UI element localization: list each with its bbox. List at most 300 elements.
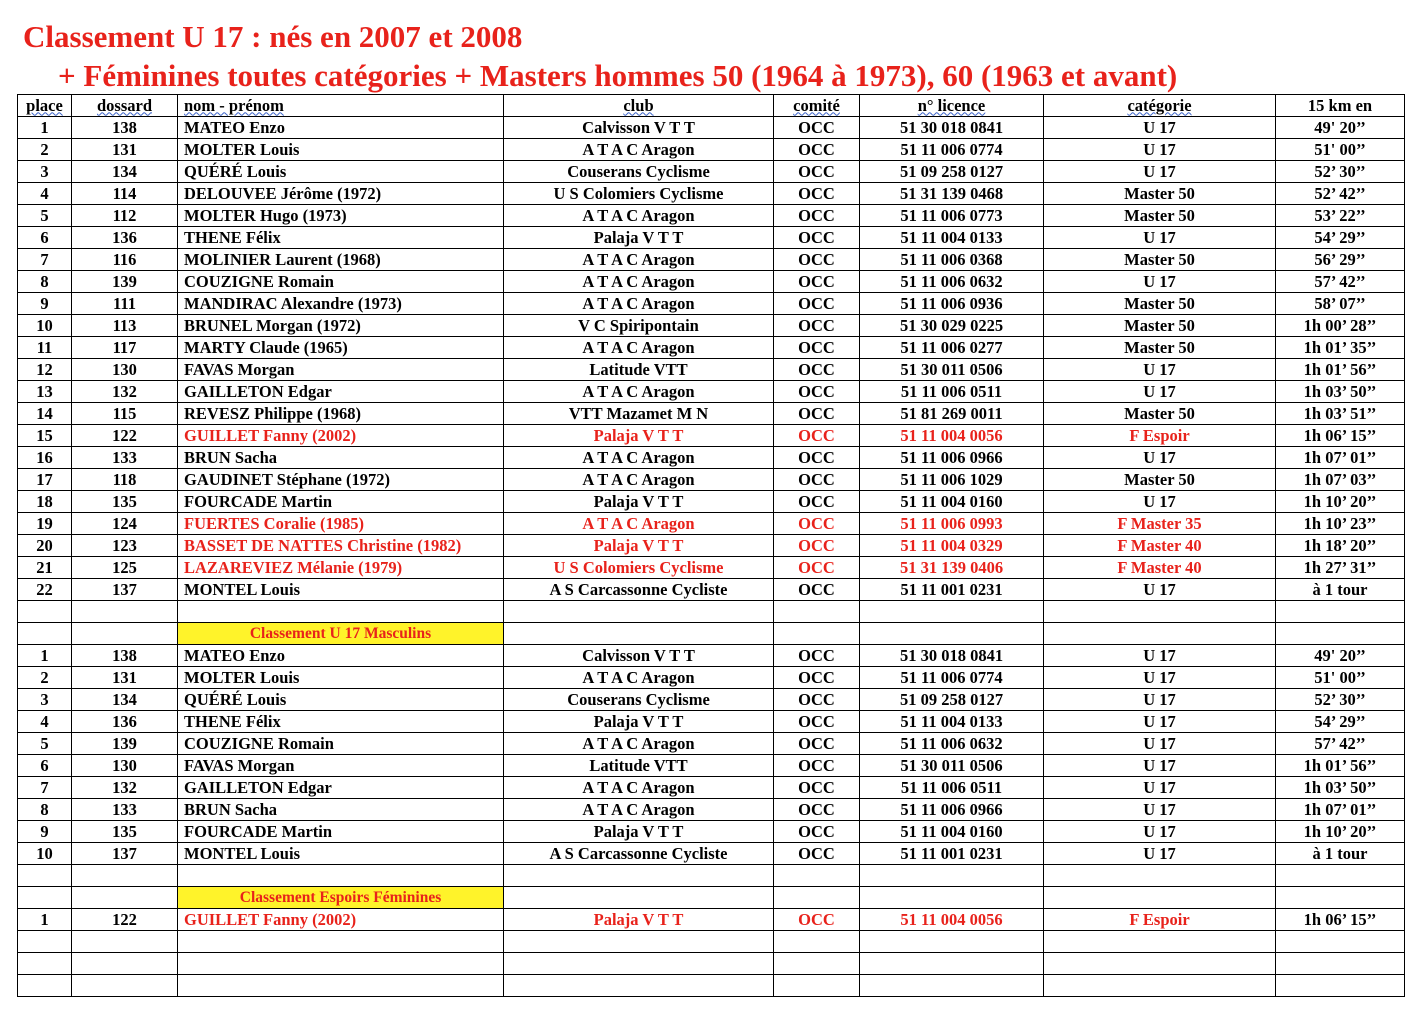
empty-cell xyxy=(504,865,774,887)
header-categorie: catégorie xyxy=(1044,95,1276,117)
place-cell: 2 xyxy=(18,667,72,689)
club-cell: Calvisson V T T xyxy=(504,645,774,667)
empty-cell xyxy=(860,953,1044,975)
table-row xyxy=(18,755,1405,777)
comite-cell: OCC xyxy=(774,469,860,491)
club-cell: A S Carcassonne Cycliste xyxy=(504,843,774,865)
comite-cell: OCC xyxy=(774,403,860,425)
club-cell: A T A C Aragon xyxy=(504,139,774,161)
table-row xyxy=(18,381,1405,403)
empty-cell xyxy=(1044,975,1276,997)
licence-cell: 51 81 269 0011 xyxy=(860,403,1044,425)
table-row xyxy=(18,711,1405,733)
comite-cell: OCC xyxy=(774,909,860,931)
empty-cell xyxy=(72,931,178,953)
time-cell: 1h 07’ 01’’ xyxy=(1276,799,1405,821)
table-row xyxy=(18,183,1405,205)
dossard-cell: 130 xyxy=(72,755,178,777)
empty-cell xyxy=(1044,887,1276,909)
empty-row xyxy=(18,601,1405,623)
header-name: nom - prénom xyxy=(178,95,504,117)
name-cell: QUÉRÉ Louis xyxy=(178,689,504,711)
comite-cell: OCC xyxy=(774,117,860,139)
place-cell: 16 xyxy=(18,447,72,469)
category-cell: Master 50 xyxy=(1044,183,1276,205)
licence-cell: 51 11 006 0511 xyxy=(860,381,1044,403)
comite-cell: OCC xyxy=(774,271,860,293)
dossard-cell: 134 xyxy=(72,161,178,183)
empty-row xyxy=(18,953,1405,975)
time-cell: 54’ 29’’ xyxy=(1276,227,1405,249)
table-row xyxy=(18,821,1405,843)
name-cell: FOURCADE Martin xyxy=(178,821,504,843)
comite-cell: OCC xyxy=(774,249,860,271)
comite-cell: OCC xyxy=(774,513,860,535)
category-cell: F Espoir xyxy=(1044,909,1276,931)
empty-cell xyxy=(1044,601,1276,623)
comite-cell: OCC xyxy=(774,139,860,161)
club-cell: A T A C Aragon xyxy=(504,205,774,227)
category-cell: Master 50 xyxy=(1044,249,1276,271)
name-cell: GUILLET Fanny (2002) xyxy=(178,909,504,931)
dossard-cell: 122 xyxy=(72,425,178,447)
category-cell: Master 50 xyxy=(1044,293,1276,315)
time-cell: 54’ 29’’ xyxy=(1276,711,1405,733)
dossard-cell: 115 xyxy=(72,403,178,425)
empty-cell xyxy=(1044,931,1276,953)
category-cell: U 17 xyxy=(1044,821,1276,843)
empty-cell xyxy=(18,953,72,975)
table-row xyxy=(18,667,1405,689)
name-cell: GAILLETON Edgar xyxy=(178,777,504,799)
empty-cell xyxy=(860,931,1044,953)
name-cell: MONTEL Louis xyxy=(178,843,504,865)
empty-cell xyxy=(504,953,774,975)
empty-cell xyxy=(72,601,178,623)
licence-cell: 51 11 006 0632 xyxy=(860,271,1044,293)
licence-cell: 51 11 006 0993 xyxy=(860,513,1044,535)
category-cell: U 17 xyxy=(1044,645,1276,667)
header-comite: comité xyxy=(774,95,860,117)
time-cell: 56’ 29’’ xyxy=(1276,249,1405,271)
name-cell: COUZIGNE Romain xyxy=(178,271,504,293)
club-cell: Palaja V T T xyxy=(504,227,774,249)
dossard-cell: 118 xyxy=(72,469,178,491)
comite-cell: OCC xyxy=(774,381,860,403)
name-cell: THENE Félix xyxy=(178,711,504,733)
time-cell: 1h 01’ 35’’ xyxy=(1276,337,1405,359)
empty-cell xyxy=(860,975,1044,997)
empty-cell xyxy=(18,975,72,997)
empty-cell xyxy=(72,623,178,645)
licence-cell: 51 11 004 0056 xyxy=(860,425,1044,447)
empty-cell xyxy=(1276,601,1405,623)
licence-cell: 51 11 006 0966 xyxy=(860,447,1044,469)
header-time: 15 km en xyxy=(1276,95,1405,117)
club-cell: VTT Mazamet M N xyxy=(504,403,774,425)
table-row xyxy=(18,689,1405,711)
club-cell: A T A C Aragon xyxy=(504,469,774,491)
empty-cell xyxy=(860,623,1044,645)
club-cell: A S Carcassonne Cycliste xyxy=(504,579,774,601)
comite-cell: OCC xyxy=(774,579,860,601)
results-body xyxy=(18,117,1405,997)
empty-cell xyxy=(18,887,72,909)
empty-row xyxy=(18,865,1405,887)
name-cell: REVESZ Philippe (1968) xyxy=(178,403,504,425)
category-cell: F Espoir xyxy=(1044,425,1276,447)
licence-cell: 51 30 011 0506 xyxy=(860,755,1044,777)
results-table xyxy=(17,94,1405,997)
club-cell: Palaja V T T xyxy=(504,909,774,931)
licence-cell: 51 11 006 0773 xyxy=(860,205,1044,227)
header-row xyxy=(18,95,1405,117)
name-cell: BRUN Sacha xyxy=(178,799,504,821)
place-cell: 3 xyxy=(18,161,72,183)
dossard-cell: 137 xyxy=(72,843,178,865)
place-cell: 4 xyxy=(18,711,72,733)
table-row xyxy=(18,337,1405,359)
name-cell: GAILLETON Edgar xyxy=(178,381,504,403)
table-row xyxy=(18,447,1405,469)
place-cell: 12 xyxy=(18,359,72,381)
comite-cell: OCC xyxy=(774,491,860,513)
club-cell: A T A C Aragon xyxy=(504,337,774,359)
empty-cell xyxy=(774,887,860,909)
category-cell: U 17 xyxy=(1044,667,1276,689)
dossard-cell: 131 xyxy=(72,667,178,689)
licence-cell: 51 11 001 0231 xyxy=(860,579,1044,601)
club-cell: A T A C Aragon xyxy=(504,381,774,403)
category-cell: U 17 xyxy=(1044,271,1276,293)
category-cell: Master 50 xyxy=(1044,315,1276,337)
table-row xyxy=(18,293,1405,315)
place-cell: 19 xyxy=(18,513,72,535)
time-cell: 1h 03’ 51’’ xyxy=(1276,403,1405,425)
table-row xyxy=(18,733,1405,755)
empty-cell xyxy=(504,623,774,645)
licence-cell: 51 11 006 0774 xyxy=(860,139,1044,161)
licence-cell: 51 09 258 0127 xyxy=(860,161,1044,183)
empty-cell xyxy=(860,601,1044,623)
club-cell: Palaja V T T xyxy=(504,711,774,733)
club-cell: Palaja V T T xyxy=(504,491,774,513)
name-cell: MOLTER Louis xyxy=(178,667,504,689)
place-cell: 20 xyxy=(18,535,72,557)
name-cell: BASSET DE NATTES Christine (1982) xyxy=(178,535,504,557)
time-cell: 53’ 22’’ xyxy=(1276,205,1405,227)
comite-cell: OCC xyxy=(774,183,860,205)
category-cell: U 17 xyxy=(1044,689,1276,711)
time-cell: 1h 10’ 20’’ xyxy=(1276,491,1405,513)
category-cell: U 17 xyxy=(1044,227,1276,249)
name-cell: FAVAS Morgan xyxy=(178,359,504,381)
empty-cell xyxy=(18,623,72,645)
category-cell: U 17 xyxy=(1044,359,1276,381)
licence-cell: 51 11 006 0966 xyxy=(860,799,1044,821)
empty-cell xyxy=(504,601,774,623)
place-cell: 14 xyxy=(18,403,72,425)
place-cell: 22 xyxy=(18,579,72,601)
category-cell: U 17 xyxy=(1044,161,1276,183)
comite-cell: OCC xyxy=(774,557,860,579)
name-cell: MATEO Enzo xyxy=(178,117,504,139)
comite-cell: OCC xyxy=(774,821,860,843)
licence-cell: 51 11 004 0056 xyxy=(860,909,1044,931)
dossard-cell: 137 xyxy=(72,579,178,601)
comite-cell: OCC xyxy=(774,667,860,689)
time-cell: 1h 10’ 20’’ xyxy=(1276,821,1405,843)
licence-cell: 51 11 006 0277 xyxy=(860,337,1044,359)
table-row xyxy=(18,403,1405,425)
empty-cell xyxy=(18,601,72,623)
name-cell: MOLTER Louis xyxy=(178,139,504,161)
time-cell: 1h 07’ 01’’ xyxy=(1276,447,1405,469)
comite-cell: OCC xyxy=(774,843,860,865)
time-cell: 51' 00’’ xyxy=(1276,139,1405,161)
empty-cell xyxy=(178,931,504,953)
category-cell: F Master 35 xyxy=(1044,513,1276,535)
table-row xyxy=(18,161,1405,183)
empty-cell xyxy=(178,953,504,975)
category-cell: U 17 xyxy=(1044,139,1276,161)
club-cell: A T A C Aragon xyxy=(504,777,774,799)
comite-cell: OCC xyxy=(774,315,860,337)
name-cell: BRUN Sacha xyxy=(178,447,504,469)
category-cell: Master 50 xyxy=(1044,205,1276,227)
time-cell: 1h 01’ 56’’ xyxy=(1276,755,1405,777)
comite-cell: OCC xyxy=(774,689,860,711)
place-cell: 8 xyxy=(18,271,72,293)
dossard-cell: 134 xyxy=(72,689,178,711)
place-cell: 1 xyxy=(18,117,72,139)
table-row xyxy=(18,315,1405,337)
dossard-cell: 136 xyxy=(72,711,178,733)
licence-cell: 51 30 011 0506 xyxy=(860,359,1044,381)
comite-cell: OCC xyxy=(774,777,860,799)
name-cell: THENE Félix xyxy=(178,227,504,249)
dossard-cell: 138 xyxy=(72,645,178,667)
club-cell: A T A C Aragon xyxy=(504,799,774,821)
dossard-cell: 124 xyxy=(72,513,178,535)
dossard-cell: 113 xyxy=(72,315,178,337)
club-cell: Couserans Cyclisme xyxy=(504,689,774,711)
empty-cell xyxy=(504,887,774,909)
place-cell: 10 xyxy=(18,843,72,865)
licence-cell: 51 31 139 0406 xyxy=(860,557,1044,579)
section-title-espoirs: Classement Espoirs Féminines xyxy=(178,887,504,909)
licence-cell: 51 11 006 0511 xyxy=(860,777,1044,799)
empty-cell xyxy=(178,865,504,887)
name-cell: FAVAS Morgan xyxy=(178,755,504,777)
category-cell: F Master 40 xyxy=(1044,535,1276,557)
comite-cell: OCC xyxy=(774,645,860,667)
page-title: Classement U 17 : nés en 2007 et 2008 xyxy=(23,19,523,54)
comite-cell: OCC xyxy=(774,205,860,227)
licence-cell: 51 11 006 1029 xyxy=(860,469,1044,491)
place-cell: 6 xyxy=(18,227,72,249)
comite-cell: OCC xyxy=(774,161,860,183)
table-row xyxy=(18,777,1405,799)
place-cell: 10 xyxy=(18,315,72,337)
empty-cell xyxy=(72,975,178,997)
dossard-cell: 135 xyxy=(72,491,178,513)
empty-cell xyxy=(1044,953,1276,975)
table-row xyxy=(18,117,1405,139)
dossard-cell: 139 xyxy=(72,733,178,755)
club-cell: A T A C Aragon xyxy=(504,271,774,293)
place-cell: 8 xyxy=(18,799,72,821)
place-cell: 6 xyxy=(18,755,72,777)
time-cell: 1h 03’ 50’’ xyxy=(1276,777,1405,799)
category-cell: Master 50 xyxy=(1044,403,1276,425)
section-title-u17-row xyxy=(18,623,1405,645)
table-row xyxy=(18,491,1405,513)
club-cell: A T A C Aragon xyxy=(504,447,774,469)
table-row xyxy=(18,799,1405,821)
time-cell: 1h 18’ 20’’ xyxy=(1276,535,1405,557)
name-cell: MOLINIER Laurent (1968) xyxy=(178,249,504,271)
place-cell: 5 xyxy=(18,205,72,227)
category-cell: U 17 xyxy=(1044,777,1276,799)
time-cell: 1h 07’ 03’’ xyxy=(1276,469,1405,491)
licence-cell: 51 11 001 0231 xyxy=(860,843,1044,865)
category-cell: U 17 xyxy=(1044,843,1276,865)
empty-cell xyxy=(1276,887,1405,909)
comite-cell: OCC xyxy=(774,447,860,469)
club-cell: V C Spiripontain xyxy=(504,315,774,337)
section-title-u17: Classement U 17 Masculins xyxy=(178,623,504,645)
category-cell: U 17 xyxy=(1044,799,1276,821)
licence-cell: 51 31 139 0468 xyxy=(860,183,1044,205)
name-cell: QUÉRÉ Louis xyxy=(178,161,504,183)
empty-cell xyxy=(860,887,1044,909)
empty-cell xyxy=(72,887,178,909)
time-cell: 57’ 42’’ xyxy=(1276,271,1405,293)
section-title-espoirs-row xyxy=(18,887,1405,909)
time-cell: 49' 20’’ xyxy=(1276,645,1405,667)
empty-row xyxy=(18,931,1405,953)
time-cell: 1h 06’ 15’’ xyxy=(1276,909,1405,931)
table-row xyxy=(18,139,1405,161)
licence-cell: 51 11 004 0160 xyxy=(860,491,1044,513)
dossard-cell: 111 xyxy=(72,293,178,315)
licence-cell: 51 09 258 0127 xyxy=(860,689,1044,711)
club-cell: U S Colomiers Cyclisme xyxy=(504,557,774,579)
table-row xyxy=(18,425,1405,447)
empty-cell xyxy=(72,865,178,887)
dossard-cell: 132 xyxy=(72,381,178,403)
comite-cell: OCC xyxy=(774,535,860,557)
empty-cell xyxy=(504,931,774,953)
club-cell: Calvisson V T T xyxy=(504,117,774,139)
header-dossard: dossard xyxy=(72,95,178,117)
dossard-cell: 132 xyxy=(72,777,178,799)
club-cell: Couserans Cyclisme xyxy=(504,161,774,183)
place-cell: 1 xyxy=(18,909,72,931)
name-cell: MARTY Claude (1965) xyxy=(178,337,504,359)
name-cell: COUZIGNE Romain xyxy=(178,733,504,755)
name-cell: LAZAREVIEZ Mélanie (1979) xyxy=(178,557,504,579)
comite-cell: OCC xyxy=(774,799,860,821)
table-row xyxy=(18,359,1405,381)
club-cell: A T A C Aragon xyxy=(504,293,774,315)
name-cell: FOURCADE Martin xyxy=(178,491,504,513)
club-cell: Latitude VTT xyxy=(504,755,774,777)
name-cell: MOLTER Hugo (1973) xyxy=(178,205,504,227)
empty-row xyxy=(18,975,1405,997)
time-cell: 58’ 07’’ xyxy=(1276,293,1405,315)
dossard-cell: 116 xyxy=(72,249,178,271)
time-cell: à 1 tour xyxy=(1276,579,1405,601)
table-row xyxy=(18,249,1405,271)
table-row xyxy=(18,557,1405,579)
dossard-cell: 138 xyxy=(72,117,178,139)
table-row xyxy=(18,843,1405,865)
empty-cell xyxy=(774,865,860,887)
table-row xyxy=(18,513,1405,535)
time-cell: 52’ 30’’ xyxy=(1276,689,1405,711)
time-cell: 51' 00’’ xyxy=(1276,667,1405,689)
empty-cell xyxy=(1276,975,1405,997)
licence-cell: 51 30 018 0841 xyxy=(860,117,1044,139)
licence-cell: 51 11 004 0329 xyxy=(860,535,1044,557)
category-cell: U 17 xyxy=(1044,381,1276,403)
comite-cell: OCC xyxy=(774,733,860,755)
place-cell: 17 xyxy=(18,469,72,491)
licence-cell: 51 11 004 0133 xyxy=(860,711,1044,733)
dossard-cell: 122 xyxy=(72,909,178,931)
place-cell: 18 xyxy=(18,491,72,513)
club-cell: U S Colomiers Cyclisme xyxy=(504,183,774,205)
place-cell: 7 xyxy=(18,249,72,271)
page-subtitle: + Féminines toutes catégories + Masters hommes 50 (1964 à 1973), 60 (1963 et avant) xyxy=(58,58,1178,93)
empty-cell xyxy=(18,865,72,887)
table-row xyxy=(18,469,1405,491)
licence-cell: 51 30 029 0225 xyxy=(860,315,1044,337)
club-cell: Palaja V T T xyxy=(504,425,774,447)
place-cell: 7 xyxy=(18,777,72,799)
category-cell: U 17 xyxy=(1044,733,1276,755)
name-cell: DELOUVEE Jérôme (1972) xyxy=(178,183,504,205)
name-cell: GUILLET Fanny (2002) xyxy=(178,425,504,447)
place-cell: 2 xyxy=(18,139,72,161)
time-cell: 52’ 30’’ xyxy=(1276,161,1405,183)
time-cell: 1h 27’ 31’’ xyxy=(1276,557,1405,579)
table-row xyxy=(18,205,1405,227)
category-cell: U 17 xyxy=(1044,491,1276,513)
comite-cell: OCC xyxy=(774,359,860,381)
header-place: place xyxy=(18,95,72,117)
place-cell: 1 xyxy=(18,645,72,667)
empty-cell xyxy=(774,601,860,623)
category-cell: U 17 xyxy=(1044,117,1276,139)
licence-cell: 51 30 018 0841 xyxy=(860,645,1044,667)
place-cell: 5 xyxy=(18,733,72,755)
place-cell: 15 xyxy=(18,425,72,447)
club-cell: A T A C Aragon xyxy=(504,249,774,271)
dossard-cell: 123 xyxy=(72,535,178,557)
empty-cell xyxy=(1044,865,1276,887)
time-cell: à 1 tour xyxy=(1276,843,1405,865)
dossard-cell: 112 xyxy=(72,205,178,227)
empty-cell xyxy=(72,953,178,975)
comite-cell: OCC xyxy=(774,337,860,359)
empty-cell xyxy=(774,975,860,997)
place-cell: 9 xyxy=(18,293,72,315)
table-row xyxy=(18,535,1405,557)
club-cell: A T A C Aragon xyxy=(504,513,774,535)
